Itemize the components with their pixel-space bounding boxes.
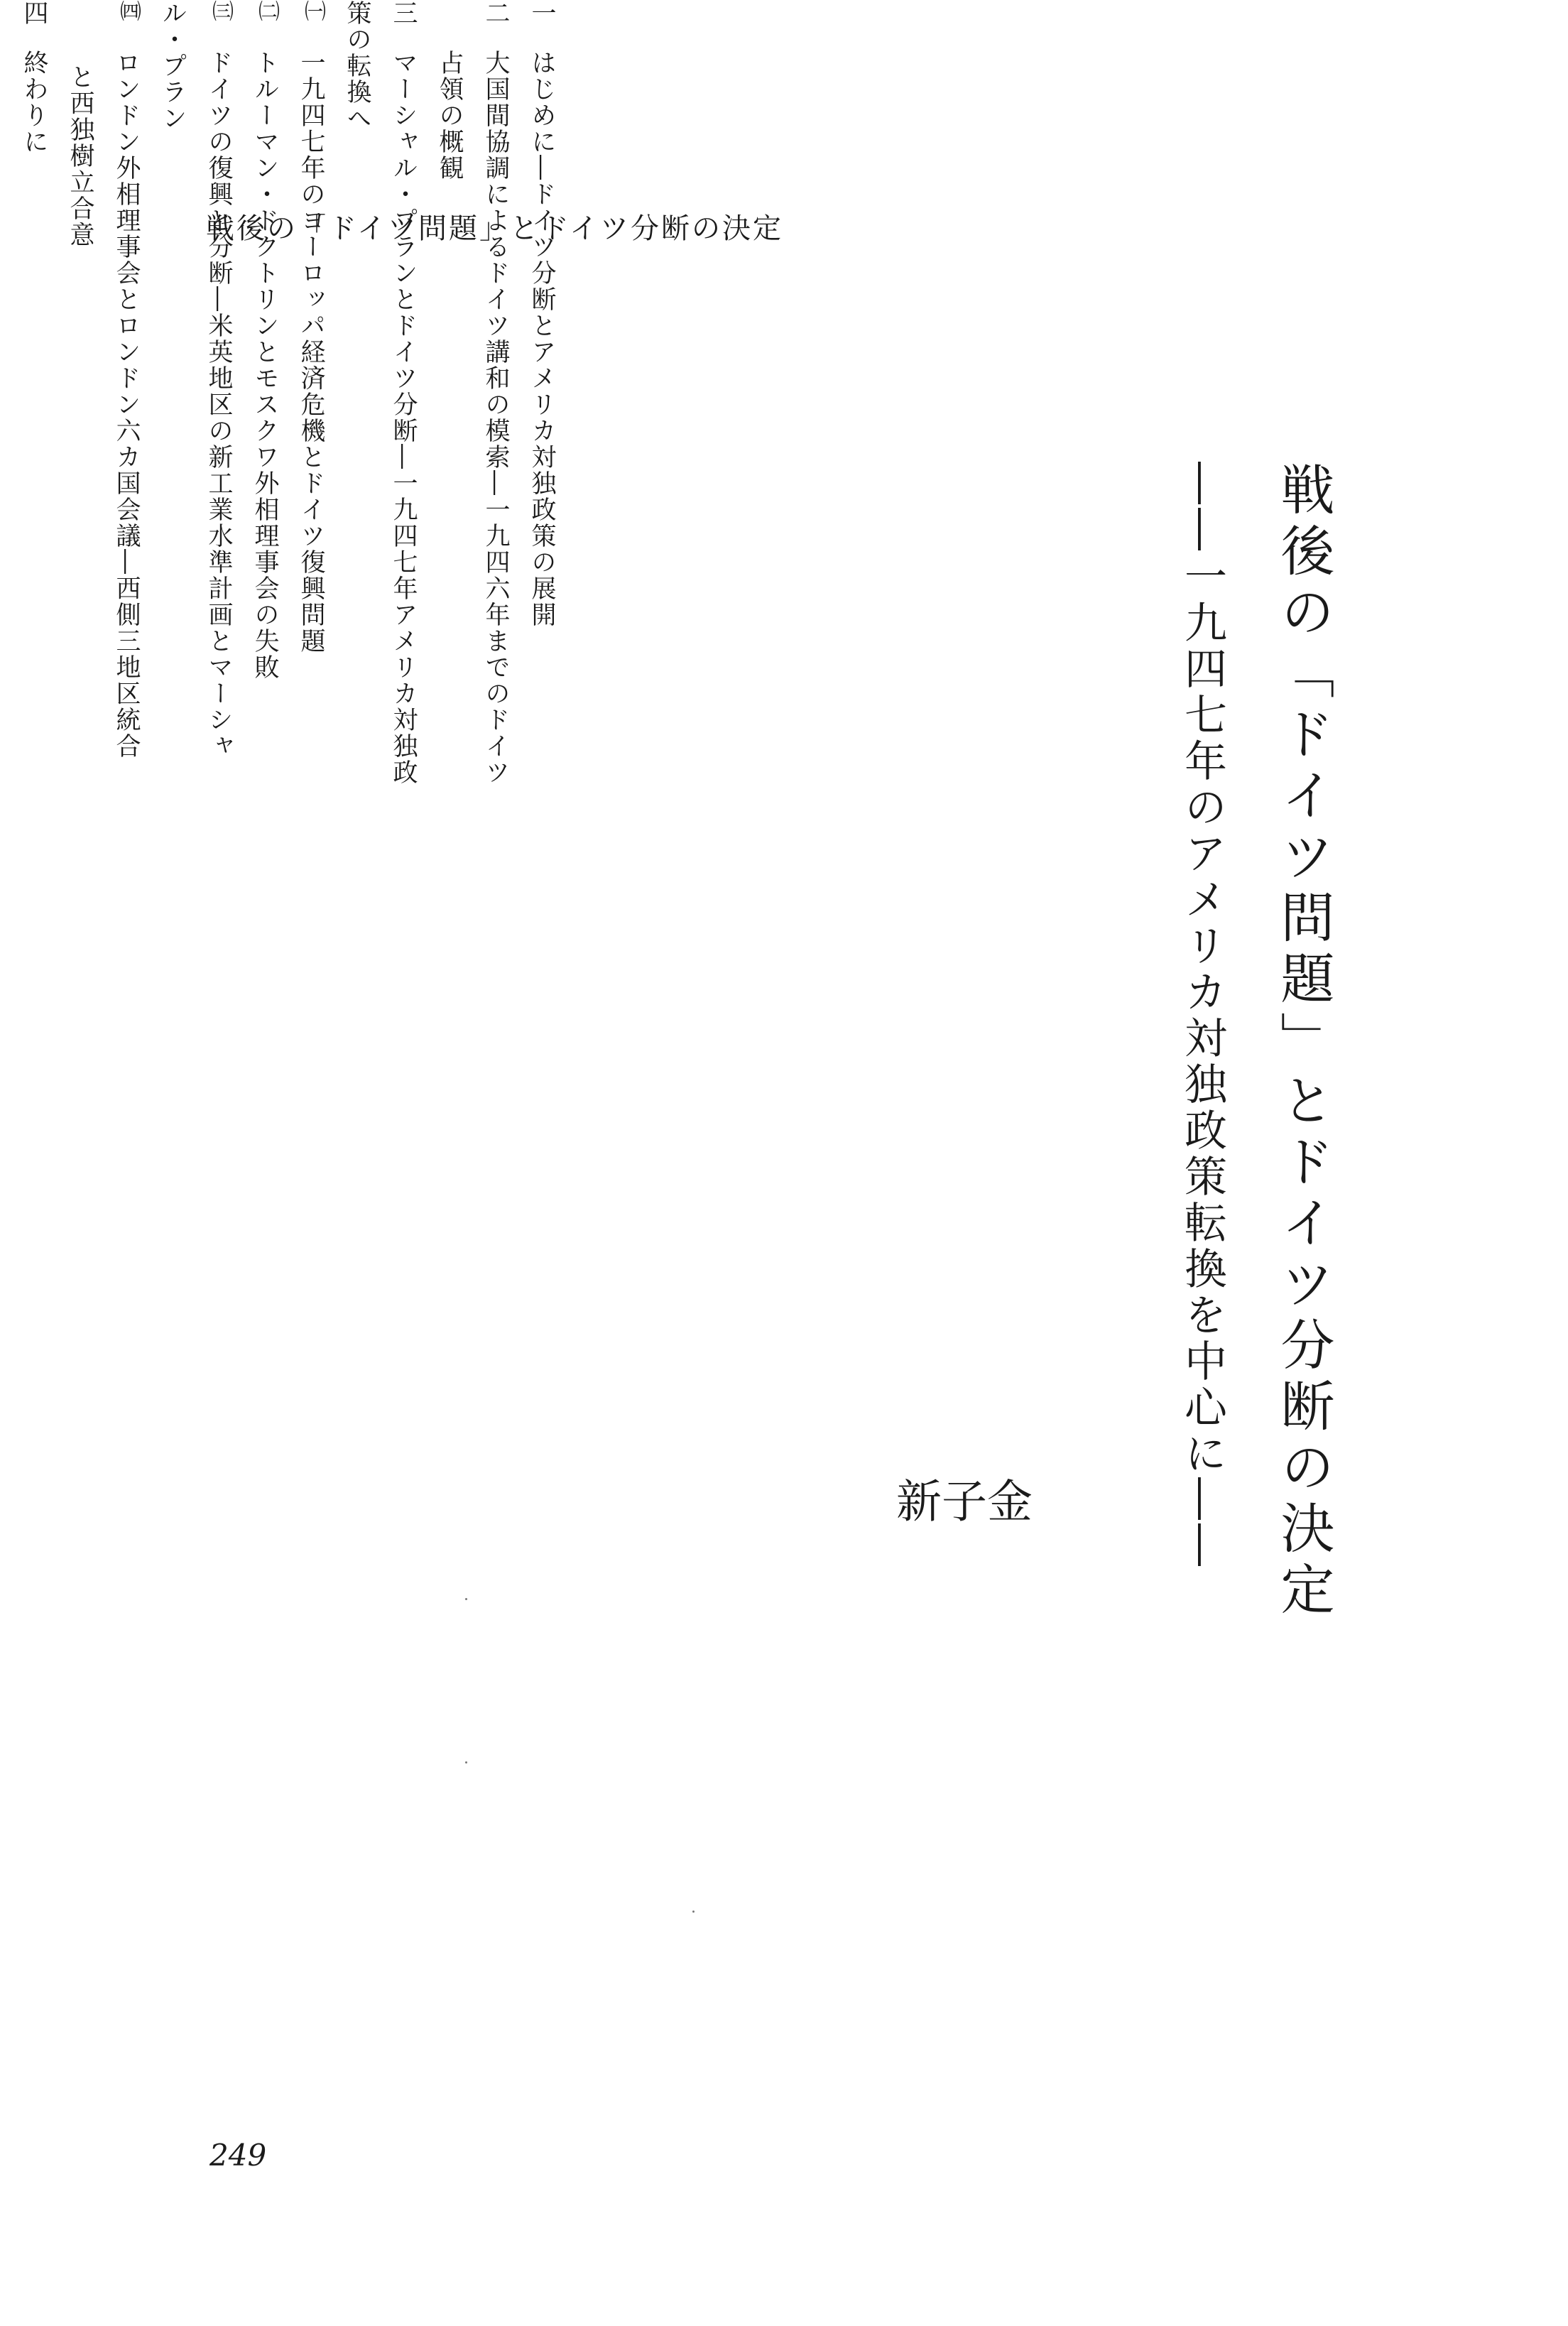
- toc-text: ドイツの復興と分断―米英地区の新工業水準計画とマーシャ: [205, 50, 233, 759]
- toc-number: 二: [481, 0, 510, 26]
- scan-speck: [465, 1598, 467, 1600]
- toc-number: ㈠: [300, 0, 325, 23]
- toc-item: [298, 0, 323, 786]
- toc-number: ㈣: [116, 0, 141, 23]
- toc-continuation: 占領の概観: [435, 50, 464, 181]
- toc-text: はじめに―ドイツ分断とアメリカ対独政策の展開: [528, 50, 556, 628]
- author-char: 子: [934, 1477, 986, 1523]
- toc-item: [389, 0, 418, 786]
- article-title: 戦後の「ドイツ問題」とドイツ分断の決定: [1272, 462, 1335, 1622]
- author-char: 金: [979, 1477, 1032, 1523]
- table-of-contents: [0, 0, 554, 786]
- toc-text: トルーマン・ドクトリンとモスクワ外相理事会の失敗: [251, 50, 279, 680]
- toc-item: [529, 0, 554, 786]
- toc-continuation: ル・プラン: [158, 0, 187, 131]
- article-subtitle: ――一九四七年のアメリカ対独政策転換を中心に――: [1177, 462, 1227, 1570]
- running-header: 戦後の「ドイツ問題」とドイツ分断の決定: [206, 212, 783, 245]
- toc-number: 一: [528, 0, 556, 26]
- toc-item: [483, 0, 508, 786]
- toc-continuation: と西独樹立合意: [66, 64, 94, 248]
- author-char: 新: [888, 1477, 941, 1523]
- toc-item: [206, 0, 231, 786]
- scan-speck: [465, 1761, 467, 1763]
- toc-item: [112, 0, 141, 786]
- toc-item: [252, 0, 277, 786]
- toc-number: ㈢: [208, 0, 233, 23]
- page-number: 249: [209, 2138, 267, 2173]
- toc-text: マーシャル・プランとドイツ分断―一九四七年アメリカ対独政: [389, 50, 418, 786]
- toc-text: 終わりに: [20, 50, 48, 155]
- toc-text: 大国間協調によるドイツ講和の模索―一九四六年までのドイツ: [481, 50, 510, 786]
- toc-continuation: 策の転換へ: [343, 0, 371, 131]
- scan-speck: [692, 1911, 695, 1913]
- toc-text: 一九四七年のヨーロッパ経済危機とドイツ復興問題: [297, 50, 325, 654]
- toc-number: ㈡: [254, 0, 279, 23]
- author-name: [888, 1477, 1032, 1743]
- toc-number: 四: [20, 0, 48, 26]
- toc-item: [21, 0, 46, 786]
- toc-number: 三: [389, 0, 418, 26]
- toc-text: ロンドン外相理事会とロンドン六カ国会議―西側三地区統合: [112, 50, 141, 759]
